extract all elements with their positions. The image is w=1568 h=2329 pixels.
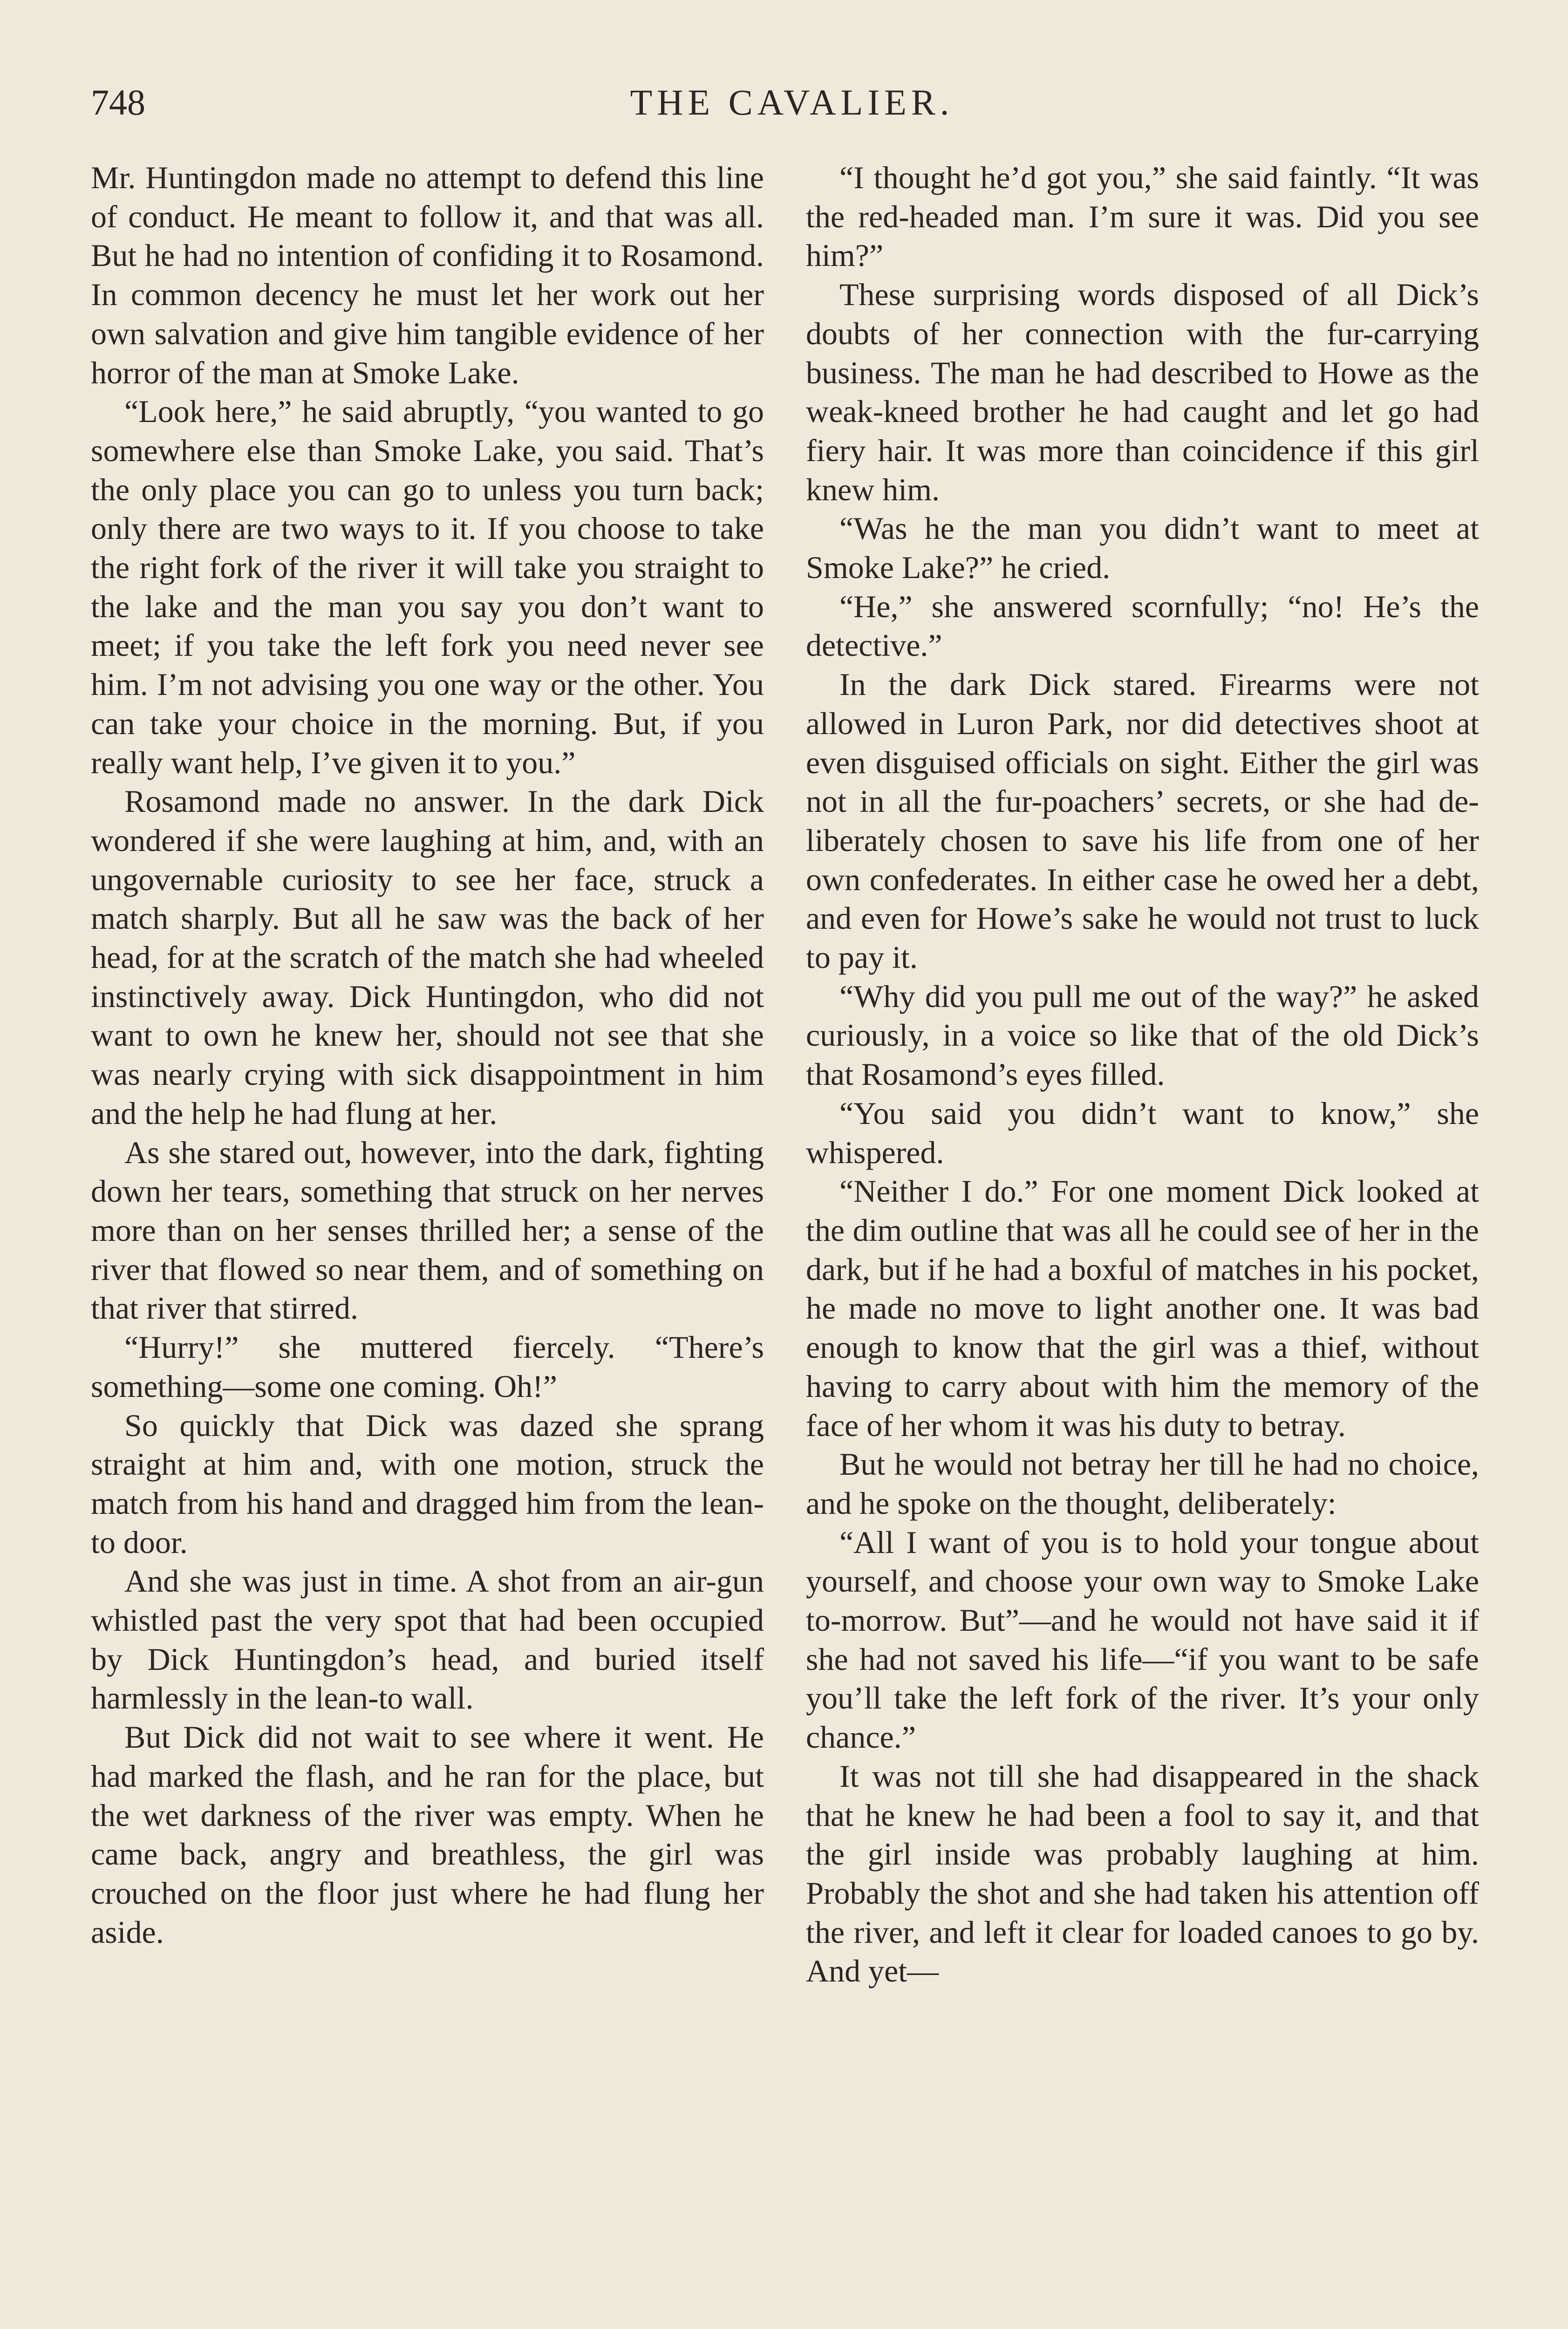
paragraph: “Look here,” he said abruptly, “you wanted to go somewhere else than Smoke Lake, you said. That’s the only place you can go to unless you turn back; only there are two ways to it. If you choose to take the right fork of the river it will take you straight to the lake and the man you say you don’t want to meet; if you take the left fork you need never see him. I’m not advising you one way or the other. You can take your choice in the morning. But, if you really want help, I’ve given it to you.” [91,394,764,780]
paragraph: It was not till she had disappeared in the shack that he knew he had been a fool to say it, and that the girl inside was probably laughing at him. Probably the shot and she had taken his attention off the river, and left it clear for loaded canoes to go by. And yet— [806,1758,1479,1989]
paragraph: In the dark Dick stared. Firearms were not allowed in Luron Park, nor did detectives shoot at even disguised officials on sight. Either the girl was not in all the fur-poachers’ secrets, or she had deliberately chosen to save his life from one of her own confederates. In either case he owed her a debt, and even for Howe’s sake he would not trust to luck to pay it. [806,667,1479,975]
paragraph: So quickly that Dick was dazed she sprang straight at him and, with one motion, struck the match from his hand and dragged him from the lean-to door. [91,1407,764,1560]
running-title: THE CAVALIER. [630,82,954,123]
paragraph: “All I want of you is to hold your tongue about yourself, and choose your own way to Smoke Lake to-morrow. But”—and he would not have said it if she had not saved his life—“if you want to be safe you’ll take the left fork of the river. It’s your only chance.” [806,1524,1479,1755]
paragraph: “Was he the man you didn’t want to meet at Smoke Lake?” he cried. [806,511,1479,586]
paragraph: These surprising words disposed of all Dick’s doubts of her connection with the fur-carrying business. The man he had described to Howe as the weak-kneed brother he had caught and let go had fiery hair. It was more than coincidence if this girl knew him. [806,277,1479,507]
left-column [91,158,764,1952]
paragraph: “I thought he’d got you,” she said faintly. “It was the red-headed man. I’m sure it was. Did you see him?” [806,160,1479,273]
paragraph: As she stared out, however, into the dark, fighting down her tears, something that struck on her nerves more than on her senses thrilled her; a sense of the river that flowed so near them, and of something on that river that stirred. [91,1134,764,1326]
paragraph: “Neither I do.” For one moment Dick looked at the dim outline that was all he could see of her in the dark, but if he had a boxful of matches in his pocket, he made no move to light another one. It was bad enough to know that the girl was a thief, without having to carry about with him the memory of the face of her whom it was his duty to betray. [806,1173,1479,1443]
paragraph: “Hurry!” she muttered fiercely. “There’s something—some one coming. Oh!” [91,1329,764,1404]
paragraph: But he would not betray her till he had no choice, and he spoke on the thought, deliberately: [806,1446,1479,1521]
paragraph: Rosamond made no answer. In the dark Dick wondered if she were laughing at him, and, with an ungovernable curiosity to see her face, struck a match sharply. But all he saw was the back of her head, for at the scratch of the match she had wheeled instinctively away. Dick Huntingdon, who did not want to own he knew her, should not see that she was nearly crying with sick disappointment in him and the help he had flung at her. [91,783,764,1131]
paragraph: Mr. Huntingdon made no attempt to defend this line of conduct. He meant to follow it, and that was all. But he had no intention of confiding it to Rosamond. In common decency he must let her work out her own salvation and give him tangible evidence of her horror of the man at Smoke Lake. [91,160,764,390]
page-number: 748 [91,82,145,123]
paragraph: And she was just in time. A shot from an air-gun whistled past the very spot that had been occupied by Dick Huntingdon’s head, and buried itself harmlessly in the lean-to wall. [91,1563,764,1716]
right-column [806,158,1479,1991]
page-header [91,77,1493,128]
paragraph: “He,” she answered scornfully; “no! He’s the detective.” [806,588,1479,663]
paragraph: But Dick did not wait to see where it went. He had marked the flash, and he ran for the place, but the wet darkness of the river was empty. When he came back, angry and breathless, the girl was crouched on the floor just where he had flung her aside. [91,1719,764,1950]
paragraph: “You said you didn’t want to know,” she whispered. [806,1095,1479,1170]
paragraph: “Why did you pull me out of the way?” he asked curiously, in a voice so like that of the old Dick’s that Rosamond’s eyes filled. [806,978,1479,1092]
